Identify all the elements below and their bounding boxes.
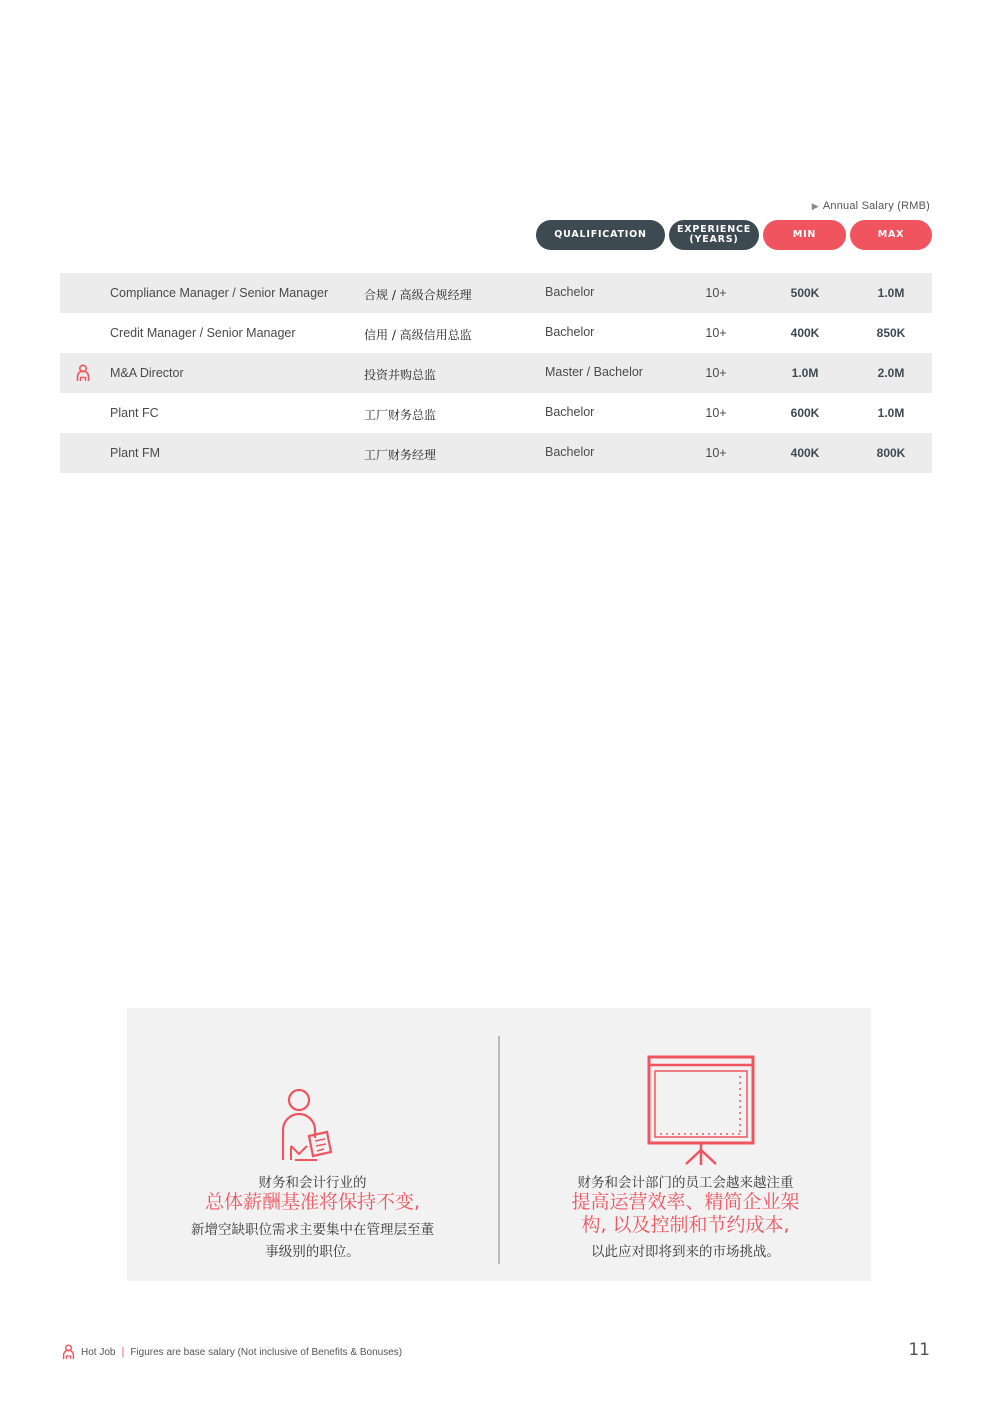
right-line4: 以此应对即将到来的市场挑战。 — [591, 1244, 780, 1260]
experience-cell: 10+ — [705, 366, 727, 380]
job-title-en: Plant FC — [110, 406, 159, 420]
qualification-cell: Bachelor — [545, 405, 595, 419]
person-clipboard-icon — [277, 1086, 337, 1164]
min-salary-cell: 400K — [790, 326, 820, 340]
min-salary-header: MIN — [763, 220, 846, 250]
job-title-en: Plant FM — [110, 446, 161, 460]
qualification-header: QUALIFICATION — [536, 220, 665, 250]
left-line4: 事级别的职位。 — [265, 1244, 360, 1260]
table-row — [60, 393, 932, 433]
job-title-cn: 投资并购总监 — [364, 368, 437, 382]
min-salary-cell: 500K — [790, 286, 820, 300]
experience-cell: 10+ — [705, 446, 727, 460]
annual-salary-label: Annual Salary (RMB) — [822, 200, 930, 212]
job-title-cn: 合规 / 高级合规经理 — [364, 288, 472, 302]
job-title-en: Credit Manager / Senior Manager — [110, 326, 296, 340]
job-title-en: Compliance Manager / Senior Manager — [110, 286, 329, 300]
max-salary-header: MAX — [850, 220, 932, 250]
presentation-board-icon — [646, 1054, 756, 1166]
triangle-right-icon: ▶ — [811, 201, 819, 211]
job-title-cn: 工厂财务经理 — [364, 448, 437, 462]
hot-job-label: Hot Job — [81, 1346, 116, 1358]
job-title-cn: 信用 / 高级信用总监 — [364, 328, 472, 342]
qualification-cell: Master / Bachelor — [545, 365, 643, 379]
right-highlight2: 构, 以及控制和节约成本, — [581, 1214, 790, 1236]
experience-header-line2: (YEARS) — [689, 234, 739, 245]
job-title-en: M&A Director — [110, 366, 184, 380]
insight-right — [500, 1008, 871, 1281]
table-row — [60, 273, 932, 313]
left-line3: 新增空缺职位需求主要集中在管理层至董 — [191, 1222, 434, 1238]
table-row — [60, 313, 932, 353]
qualification-cell: Bachelor — [545, 325, 595, 339]
experience-cell: 10+ — [705, 326, 727, 340]
left-highlight: 总体薪酬基准将保持不变, — [204, 1191, 421, 1213]
footer-note: Figures are base salary (Not inclusive of Benefits & Bonuses) — [130, 1346, 403, 1358]
experience-cell: 10+ — [705, 406, 727, 420]
right-line1: 财务和会计部门的员工会越来越注重 — [577, 1175, 794, 1191]
min-salary-cell: 600K — [790, 406, 820, 420]
max-salary-cell: 2.0M — [877, 366, 905, 380]
min-salary-cell: 1.0M — [791, 366, 819, 380]
table-row — [60, 433, 932, 473]
footer — [62, 1344, 402, 1360]
annual-salary-note — [812, 200, 930, 212]
max-salary-cell: 850K — [876, 326, 906, 340]
experience-header — [669, 220, 759, 250]
table-row — [60, 353, 932, 393]
job-title-cn: 工厂财务总监 — [364, 408, 437, 422]
max-salary-cell: 1.0M — [877, 406, 905, 420]
page-number: 11 — [908, 1340, 930, 1360]
qualification-cell: Bachelor — [545, 285, 595, 299]
salary-table — [60, 273, 932, 473]
hot-job-icon — [76, 364, 90, 382]
min-salary-cell: 400K — [790, 446, 820, 460]
qualification-cell: Bachelor — [545, 445, 595, 459]
hot-job-icon — [62, 1344, 75, 1360]
left-line1: 财务和会计行业的 — [258, 1175, 367, 1191]
max-salary-cell: 1.0M — [877, 286, 905, 300]
footer-separator: | — [121, 1346, 125, 1358]
experience-header-line1: EXPERIENCE — [676, 224, 752, 235]
insight-left — [127, 1008, 498, 1281]
experience-cell: 10+ — [705, 286, 727, 300]
right-highlight1: 提高运营效率、精简企业架 — [571, 1191, 800, 1213]
max-salary-cell: 800K — [876, 446, 906, 460]
insights-panel — [127, 1008, 871, 1281]
